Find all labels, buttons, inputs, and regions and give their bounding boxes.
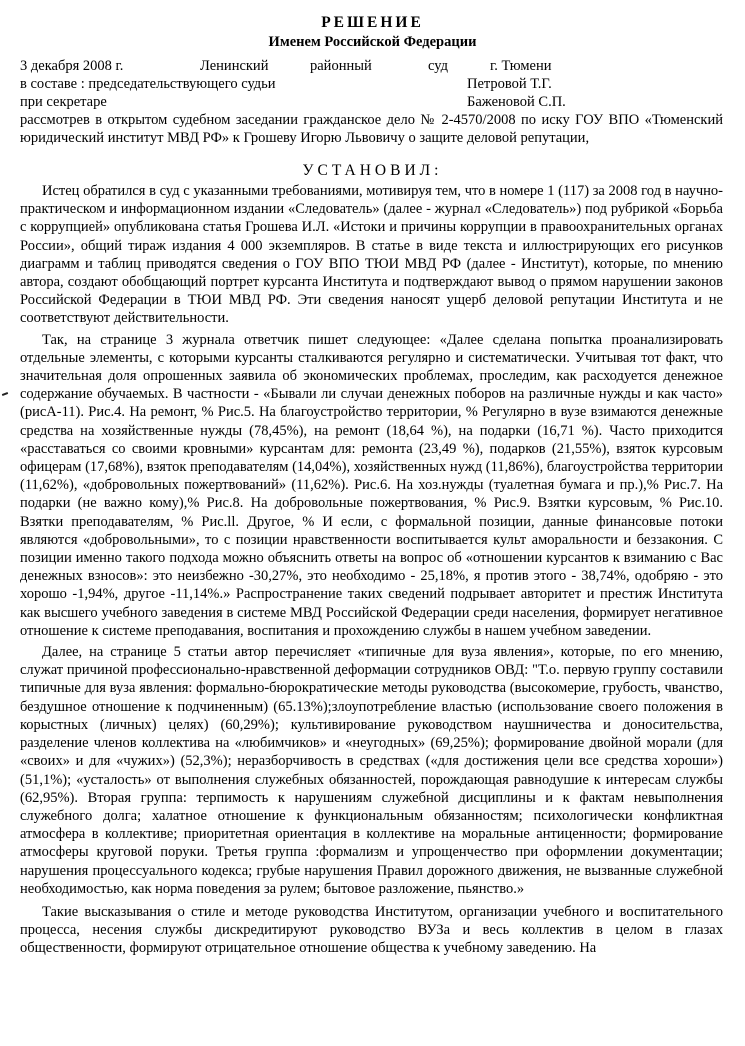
- secretary-line: [0, 93, 745, 111]
- established-heading: УСТАНОВИЛ:: [302, 162, 443, 179]
- composition-label: в составе : председательствующего судьи: [20, 76, 276, 92]
- document-subtitle: Именем Российской Федерации: [268, 34, 477, 50]
- document-title: РЕШЕНИЕ: [321, 14, 424, 31]
- paragraph-page5-quote: Далее, на странице 5 статьи автор перечисляет «типичные для вуза явления», которые, по его мнению, служат причиной профессионально-нравственной деформации сотрудников ОВД: "Т.о. первую группу составили типичные для вуза явления: формально-бюрократические методы руководства (высокомерие, грубость, чванство, бездушное отношение к подчиненным) (65.13%);злоупотребление властью (использование своего положения в корыстных (личных) целях) (60,29%); культивирование руководством наушничества и доносительства, разделение членов коллектива на «любимчиков» и «неугодных» (69,25%); формирование двойной морали (для «своих» и для «чужих») (52,3%); неразборчивость в средствах («для достижения цели все средства хороши») (51,1%); «усталость» от выполнения служебных обязанностей, порождающая равнодушие к интересам службы (62,95%). Вторая группа: терпимость к нарушениям служебной дисциплины и к фактам невыполнения служебного долга; халатное отношение к функциональным обязанностям; психологически конфликтная атмосфера в коллективе; приоритетная ориентация в коллективе на моральные антиценности; формирование атмосферы круговой поруки. Третья группа :формализм и упрощенчество при оформлении документации; нарушения процессуального кодекса; грубые нарушения Правил дорожного движения, не вызванные служебной необходимостью, как норма поведения за рулем; бытовое разложение, пьянство.»: [20, 644, 723, 897]
- secretary-label: при секретаре: [20, 94, 107, 110]
- margin-dash-mark: [2, 392, 8, 396]
- intro-text: рассмотрев в открытом судебном заседании гражданское дело № 2-4570/2008 по иску ГОУ ВПО «Тюменский юридический институт МВД РФ» к Грошеву Игорю Львовичу о защите деловой репутации,: [20, 112, 723, 147]
- court-level: районный: [310, 58, 372, 74]
- judge-name: Петровой Т.Г.: [467, 76, 552, 92]
- composition-line: [0, 75, 745, 93]
- decision-date: 3 декабря 2008 г.: [20, 58, 124, 74]
- intro-paragraph: [20, 111, 723, 147]
- decision-body: [20, 182, 723, 958]
- paragraph-claim: Истец обратился в суд с указанными требованиями, мотивируя тем, что в номере 1 (117) за 2008 год в научно-практическом и информационном издании «Следователь» (далее - журнал «Следователь») под рубрикой «Борьба с коррупцией» опубликована статья Грошева И.Л. «Истоки и причины коррупции в правоохранительных органах России», общий тираж издания 4 000 экземпляров. В статье в виде текста и иллюстрирующих его рисунков диаграмм и таблиц приводятся сведения о ГОУ ВПО ТЮИ МВД РФ (далее - Институт), которые, по мнению автора, создают обобщающий портрет курсанта Института и подтверждают вывод о прямом нарушении законов Российской Федерации в ТЮИ МВД РФ. Эти сведения наносят ущерб деловой репутации Института и не соответствуют действительности.: [20, 183, 723, 327]
- court-city: г. Тюмени: [490, 58, 552, 74]
- paragraph-conclusion: Такие высказывания о стиле и методе руководства Институтом, организации учебного и воспитательного процесса, несения службы дискредитируют руководство ВУЗа и весь коллектив в целом в глазах общественности, формируют отрицательное отношение общества к учебному заведению. На: [20, 903, 723, 957]
- secretary-name: Баженовой С.П.: [467, 94, 566, 110]
- date-court-line: [0, 57, 745, 75]
- paragraph-page3-quote: Так, на странице 3 журнала ответчик пишет следующее: «Далее сделана попытка проанализировать отдельные элементы, с которыми курсанты сталкиваются регулярно и систематически. Учитывая тот факт, что значительная доля опрошенных заявила об экономических проблемах, проследим, как расходуется денежное содержание обучаемых. В частности - «Бывали ли случаи денежных поборов на различные нужды и как часто» (рисА-11). Рис.4. На ремонт, % Рис.5. На благоустройство территории, % Регулярно в вузе взимаются денежные средства на хозяйственные нужды (78,45%), на ремонт (18,64 %), на подарки (16,71 %). Часто приходится «расставаться со своими кровными» курсантам для: ремонта (23,49 %), подарков (21,55%), взяток курсовым офицерам (17,68%), взяток преподавателям (14,04%), хозяйственных нужд (11,86%), благоустройства территории (11,62%), «добровольных пожертвований» (11,62%). Рис.6. На хоз.нужды (туалетная бумага и пр.),% Рис.7. На подарки (не важно кому),% Рис.8. На добровольные пожертвования, % Рис.9. Взятки курсовым, % Рис.10. Взятки преподавателям, % Рис.ll. Другое, % И если, с формальной позиции, данные финансовые потоки являются «добровольными», то с позиции нравственности воспитывается культ аморальности и беззакония. С позиции именно такого подхода можно объяснить ответы на вопрос об «отношении курсантов к взиманию с Вас денежных взносов»: это неизбежно -30,27%, это необходимо - 25,18%, я против этого - 38,74%, одобряю - это хорошо -1,94%, другое -11,14%.» Распространение таких сведений подрывает авторитет и престиж Института как высшего учебного заведения в системе МВД Российской Федерации среди населения, формирует негативное отношение к системе преподавания, воспитания и прохождению службы в нашем учебном заведении.: [20, 331, 723, 639]
- court-word: суд: [428, 58, 448, 74]
- court-district: Ленинский: [200, 58, 269, 74]
